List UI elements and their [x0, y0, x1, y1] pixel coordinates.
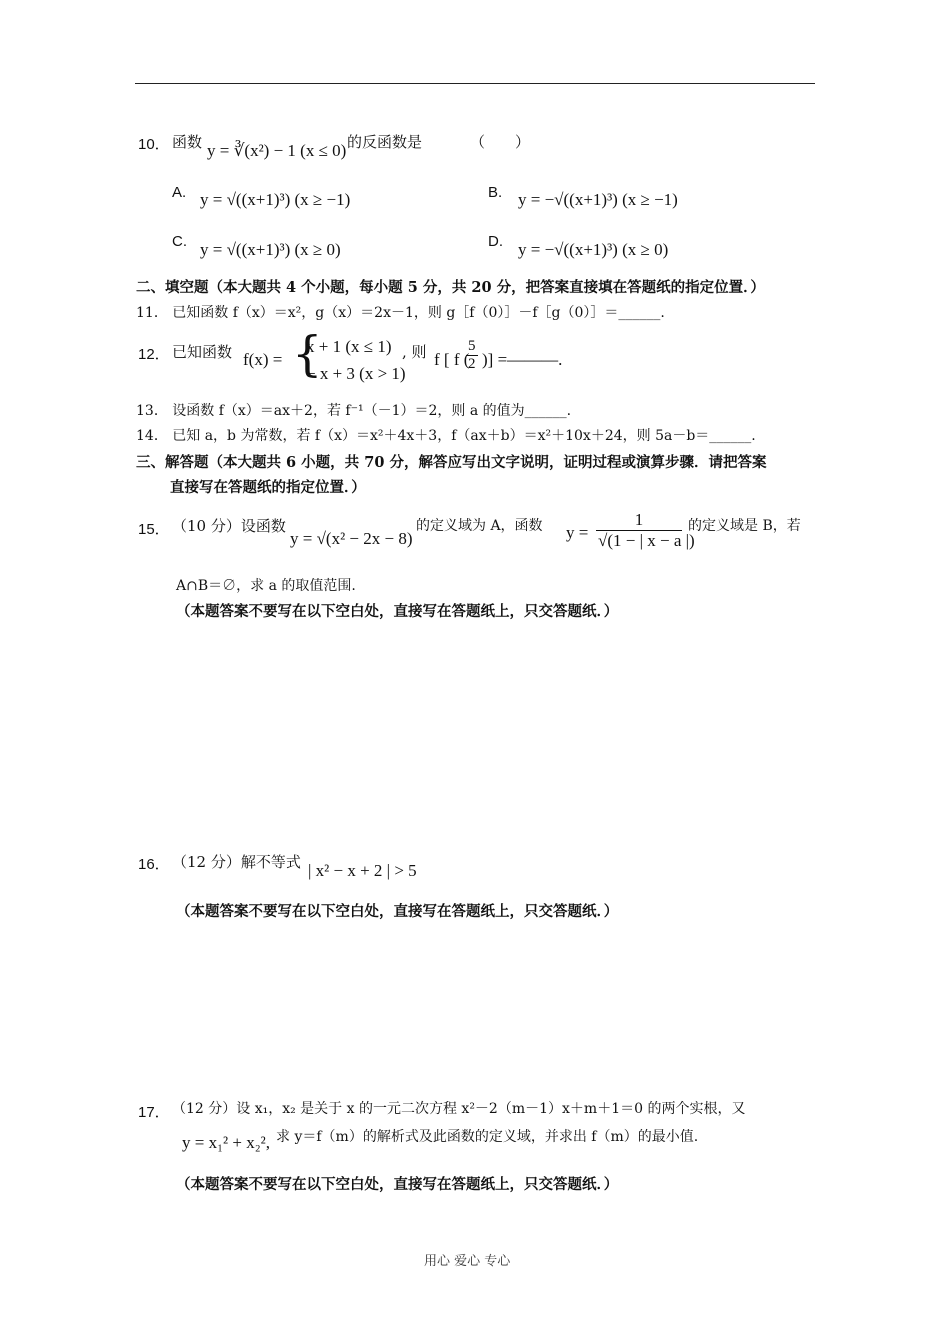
q17-line-2: 求 y＝f（m）的解析式及此函数的定义域，并求出 f（m）的最小值.	[276, 1129, 699, 1145]
q12-fraction-numerator: 5	[468, 338, 476, 354]
q12-fx: f(x) =	[243, 350, 283, 369]
q11-text: 11． 已知函数 f（x）＝x²，g（x）＝2x－1，则 g［f（0）］－f［g（0）］＝______.	[136, 305, 665, 321]
q10-prefix: 函数	[172, 133, 203, 151]
q16-note: （本题答案不要写在以下空白处，直接写在答题纸上，只交答题纸．）	[176, 903, 619, 920]
q17-note: （本题答案不要写在以下空白处，直接写在答题纸上，只交答题纸．）	[176, 1176, 619, 1193]
q12-prefix: 已知函数	[172, 343, 233, 361]
q15-fraction	[596, 510, 695, 551]
q15-fraction-numerator: 1	[596, 510, 682, 531]
q15-y: y =	[566, 523, 589, 542]
q10-option-c-label: C.	[172, 233, 187, 250]
q10-formula: y = ∛(x²) − 1 (x ≤ 0)	[207, 141, 347, 160]
header-rule	[135, 83, 815, 84]
q12-fraction-denominator: 2	[468, 356, 476, 372]
q10-option-b-label: B.	[488, 184, 503, 201]
q10-option-b-formula: y = −√((x+1)³) (x ≥ −1)	[518, 190, 678, 209]
q10-option-c-formula: y = √((x+1)³) (x ≥ 0)	[200, 240, 341, 259]
q10-suffix: 的反函数是	[347, 133, 423, 151]
q12-brace: {	[292, 326, 323, 382]
q10-option-d-formula: y = −√((x+1)³) (x ≥ 0)	[518, 240, 669, 259]
section-3-heading-line1: 三、解答题（本大题共 6 小题，共 70 分，解答应写出文字说明，证明过程或演算步骤．请把答案	[136, 454, 767, 471]
q12-number: 12．	[138, 346, 170, 363]
q10-answer-paren: （ ）	[470, 133, 531, 151]
q17-number: 17．	[138, 1104, 170, 1121]
q12-case-2: − x + 3 (x > 1)	[306, 364, 406, 383]
q10-option-a-label: A.	[172, 184, 187, 201]
q15-note: （本题答案不要写在以下空白处，直接写在答题纸上，只交答题纸．）	[176, 603, 619, 620]
q15-middle: 的定义域为 A，函数	[416, 518, 543, 534]
q17-line-1: （12 分）设 x₁，x₂ 是关于 x 的一元二次方程 x²－2（m－1）x＋m＋1＝0 的两个实根，又	[172, 1101, 746, 1117]
q13-text: 13． 设函数 f（x）＝ax＋2，若 f⁻¹（－1）＝2，则 a 的值为______.	[136, 403, 572, 419]
section-3-heading-line2: 直接写在答题纸的指定位置．）	[170, 479, 366, 496]
q15-fraction-denominator: √(1 − | x − a |)	[598, 531, 695, 550]
q12-fraction	[466, 338, 478, 373]
q12-case-1: x + 1 (x ≤ 1)	[306, 337, 392, 356]
q10-number: 10．	[138, 136, 170, 153]
q16-number: 16．	[138, 856, 170, 873]
q16-prefix: （12 分）解不等式	[172, 853, 301, 871]
q12-then: , 则	[402, 343, 427, 361]
q10-option-a-formula: y = √((x+1)³) (x ≥ −1)	[200, 190, 351, 209]
q15-line-2: A∩B＝∅，求 a 的取值范围.	[176, 578, 356, 594]
q12-tail: )] =———.	[482, 350, 563, 369]
q10-option-d-label: D.	[488, 233, 503, 250]
q17-formula: y = x₁² + x₂²,	[182, 1133, 270, 1152]
q15-prefix: （10 分）设函数	[172, 517, 286, 535]
q12-ffx: f [ f (	[434, 350, 470, 369]
q15-number: 15．	[138, 521, 170, 538]
q15-suffix: 的定义域是 B，若	[688, 518, 801, 534]
q16-formula: | x² − x + 2 | > 5	[308, 861, 417, 880]
q14-text: 14． 已知 a，b 为常数，若 f（x）＝x²＋4x＋3，f（ax＋b）＝x²＋10x＋24，则 5a－b＝______.	[136, 428, 756, 444]
section-2-heading: 二、填空题（本大题共 4 个小题，每小题 5 分，共 20 分，把答案直接填在答题纸的指定位置．）	[136, 279, 765, 296]
page-footer: 用心 爱心 专心	[424, 1254, 511, 1269]
q15-formula-1: y = √(x² − 2x − 8)	[290, 529, 413, 548]
